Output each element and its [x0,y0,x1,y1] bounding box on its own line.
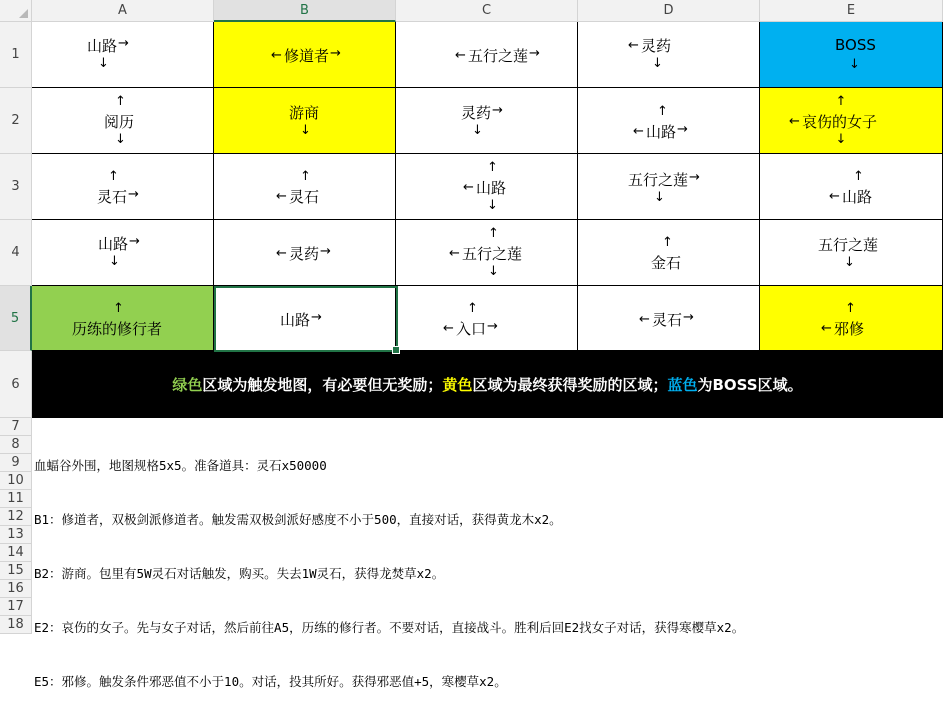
map-cell-a4[interactable] [32,220,214,286]
row-header-17[interactable]: 17 [0,598,32,616]
arrow-down-icon: ↓ [654,190,665,205]
cell-label: 灵石 [652,311,683,329]
cell-label: 灵药 [289,245,320,263]
arrow-right-icon: → [492,103,503,118]
map-cell-a3[interactable] [32,154,214,220]
cell-label: 山路 [98,235,129,253]
map-cell-b5[interactable] [214,286,396,351]
cell-label: 哀伤的女子 [802,113,878,131]
arrow-up-icon: ↑ [113,301,124,316]
select-all-corner[interactable] [0,0,32,22]
cell-label: 山路 [646,123,677,141]
arrow-up-icon: ↑ [853,169,864,184]
row-header-11[interactable]: 11 [0,490,32,508]
arrow-down-icon: ↓ [844,255,855,270]
map-cell-c3[interactable] [396,154,578,220]
map-cell-d1[interactable] [578,22,760,88]
legend-banner[interactable] [32,351,943,418]
cell-label: 金石 [651,254,682,272]
column-header-b[interactable]: B [214,0,396,22]
cell-label: 历练的修行者 [72,320,163,338]
row-header-6[interactable]: 6 [0,351,32,418]
row-header-2[interactable]: 2 [0,88,32,154]
note-line: 血蝠谷外围，地图规格5x5。准备道具：灵石x50000 [34,458,327,473]
note-line: E5：邪修。触发条件邪恶值不小于10。对话，投其所好。获得邪恶值+5，寒樱草x2。 [34,674,507,689]
cell-label: 山路 [842,188,873,206]
row-header-1[interactable]: 1 [0,22,32,88]
cell-label: 入口 [456,320,487,338]
arrow-up-icon: ↑ [300,169,311,184]
map-cell-a2[interactable] [32,88,214,154]
cell-label: 灵石 [97,188,128,206]
cell-label: 五行之莲 [468,47,529,65]
map-cell-b1[interactable] [214,22,396,88]
notes-block[interactable] [34,421,744,727]
arrow-right-icon: → [128,187,139,202]
arrow-right-icon: → [677,122,688,137]
map-cell-c2[interactable] [396,88,578,154]
map-cell-e2[interactable] [760,88,943,154]
map-cell-d4[interactable] [578,220,760,286]
arrow-right-icon: → [683,310,694,325]
arrow-up-icon: ↑ [467,301,478,316]
arrow-up-icon: ↑ [662,235,673,250]
legend-text-3: 为BOSS区域。 [697,376,803,394]
cell-label: 游商 [289,104,320,122]
arrow-right-icon: → [311,310,322,325]
map-cell-e3[interactable] [760,154,943,220]
arrow-left-icon: ← [821,321,832,336]
map-cell-b2[interactable] [214,88,396,154]
arrow-left-icon: ← [789,114,800,129]
arrow-left-icon: ← [276,189,287,204]
row-header-12[interactable]: 12 [0,508,32,526]
arrow-down-icon: ↓ [98,56,109,71]
arrow-down-icon: ↓ [652,56,663,71]
cell-label: 山路 [87,37,118,55]
map-cell-c4[interactable] [396,220,578,286]
note-line: B2：游商。包里有5W灵石对话触发，购买。失去1W灵石，获得龙焚草x2。 [34,566,445,581]
cell-label: 灵药 [461,104,492,122]
arrow-up-icon: ↑ [115,94,126,109]
arrow-right-icon: → [529,46,540,61]
arrow-right-icon: → [689,170,700,185]
cell-label: 五行之莲 [818,236,879,254]
arrow-left-icon: ← [443,321,454,336]
map-cell-b3[interactable] [214,154,396,220]
arrow-up-icon: ↑ [657,104,668,119]
note-line: E2：哀伤的女子。先与女子对话，然后前往A5，历练的修行者。不要对话，直接战斗。胜利后回E2找女子对话，获得寒樱草x2。 [34,620,745,635]
cell-label: 五行之莲 [628,171,689,189]
arrow-up-icon: ↑ [108,169,119,184]
map-cell-d5[interactable] [578,286,760,351]
map-cell-b4[interactable] [214,220,396,286]
row-header-13[interactable]: 13 [0,526,32,544]
arrow-up-icon: ↑ [488,226,499,241]
cell-label: BOSS [835,36,876,54]
arrow-right-icon: → [320,244,331,259]
row-header-5[interactable]: 5 [0,286,32,351]
arrow-right-icon: → [487,319,498,334]
map-cell-e4[interactable] [760,220,943,286]
arrow-down-icon: ↓ [300,123,311,138]
legend-yellow: 黄色 [442,376,473,394]
row-header-16[interactable]: 16 [0,580,32,598]
map-cell-d2[interactable] [578,88,760,154]
arrow-up-icon: ↑ [845,301,856,316]
cell-label: 灵石 [289,188,320,206]
arrow-down-icon: ↓ [487,198,498,213]
map-cell-a5[interactable] [32,286,214,351]
row-header-15[interactable]: 15 [0,562,32,580]
row-header-3[interactable]: 3 [0,154,32,220]
arrow-left-icon: ← [829,189,840,204]
note-line: B1：修道者，双极剑派修道者。触发需双极剑派好感度不小于500，直接对话，获得黄龙木x2。 [34,512,562,527]
row-header-9[interactable]: 9 [0,454,32,472]
map-cell-a1[interactable] [32,22,214,88]
arrow-left-icon: ← [639,312,650,327]
arrow-right-icon: → [129,234,140,249]
cell-label: 灵药 [641,37,672,55]
map-cell-e5[interactable] [760,286,943,351]
map-cell-c1[interactable] [396,22,578,88]
cell-label: 山路 [280,311,311,329]
arrow-left-icon: ← [449,246,460,261]
arrow-right-icon: → [330,46,341,61]
row-header-4[interactable]: 4 [0,220,32,286]
arrow-left-icon: ← [276,246,287,261]
column-header-e[interactable]: E [760,0,943,22]
arrow-left-icon: ← [271,48,282,63]
arrow-down-icon: ↓ [472,123,483,138]
cell-label: 邪修 [834,320,865,338]
arrow-down-icon: ↓ [115,132,126,147]
legend-green: 绿色 [172,376,203,394]
legend-text-1: 区域为触发地图，有必要但无奖励； [202,376,443,394]
row-header-10[interactable]: 10 [0,472,32,490]
arrow-down-icon: ↓ [109,254,120,269]
arrow-left-icon: ← [463,180,474,195]
column-header-c[interactable]: C [396,0,578,22]
row-header-18[interactable]: 18 [0,616,32,634]
arrow-right-icon: → [118,36,129,51]
row-header-14[interactable]: 14 [0,544,32,562]
arrow-left-icon: ← [633,124,644,139]
map-cell-e1[interactable] [760,22,943,88]
row-header-8[interactable]: 8 [0,436,32,454]
arrow-up-icon: ↑ [835,94,847,109]
arrow-left-icon: ← [628,38,639,53]
column-header-d[interactable]: D [578,0,760,22]
arrow-down-icon: ↓ [849,57,860,72]
map-cell-d3[interactable] [578,154,760,220]
arrow-left-icon: ← [455,48,466,63]
column-header-a[interactable]: A [32,0,214,22]
cell-label: 阅历 [104,113,135,131]
map-cell-c5[interactable] [396,286,578,351]
arrow-down-icon: ↓ [488,264,499,279]
arrow-up-icon: ↑ [487,160,498,175]
cell-label: 五行之莲 [462,245,523,263]
legend-blue: 蓝色 [667,376,698,394]
cell-label: 山路 [476,179,507,197]
legend-text-2: 区域为最终获得奖励的区域； [472,376,668,394]
row-header-7[interactable]: 7 [0,418,32,436]
cell-label: 修道者 [284,47,330,65]
arrow-down-icon: ↓ [835,132,847,147]
